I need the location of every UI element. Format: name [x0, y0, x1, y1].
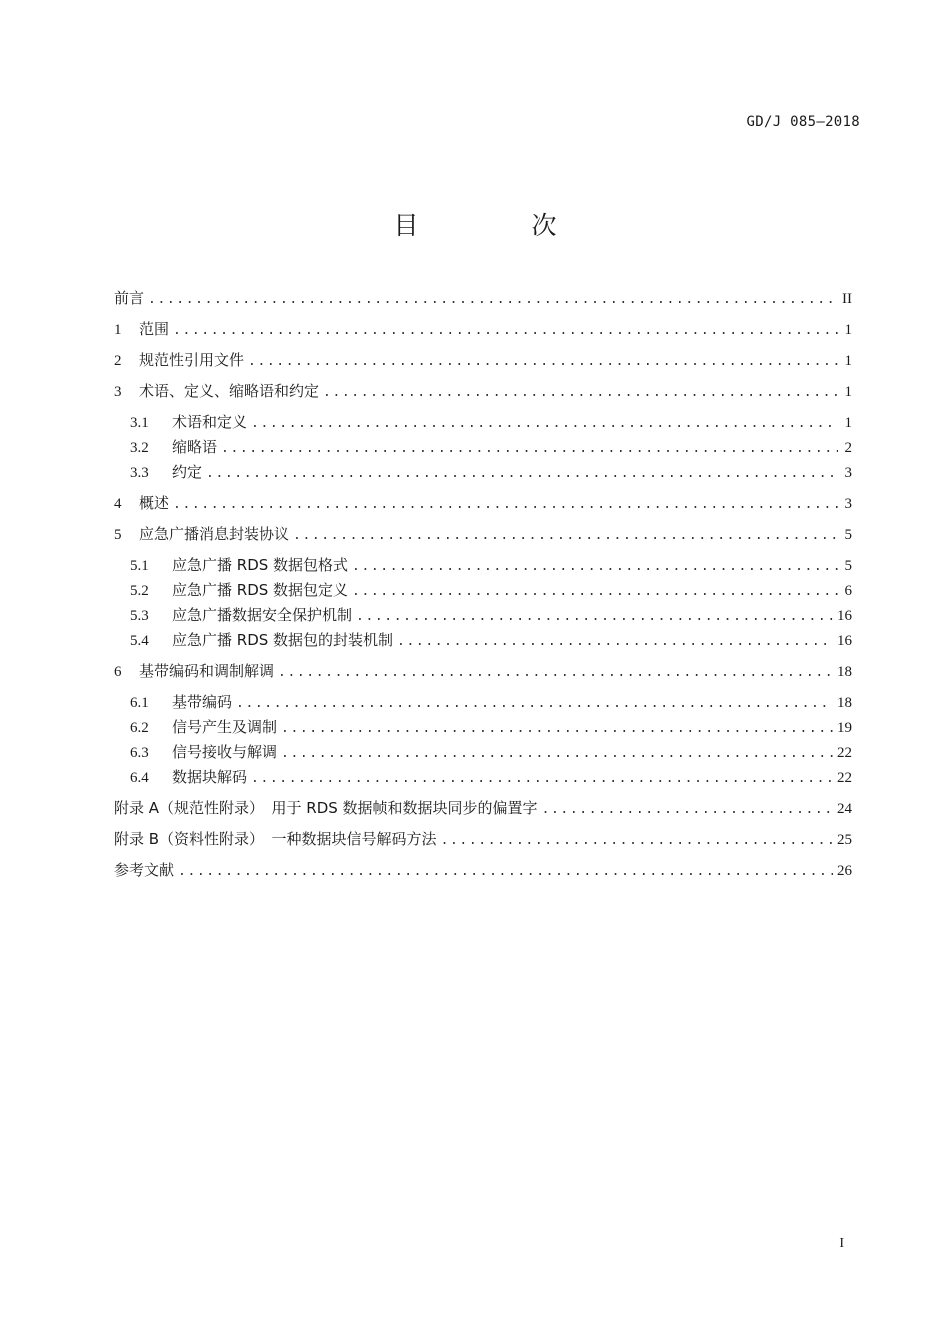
toc-entry-page: 22 — [837, 745, 852, 761]
toc-leader-dots — [281, 741, 833, 766]
toc-entry[interactable] — [114, 460, 852, 485]
toc-leader-dots — [397, 629, 833, 654]
toc-entry-page: 3 — [844, 465, 852, 481]
toc-leader-dots — [148, 287, 838, 312]
toc-entry-number: 6.1 — [130, 695, 149, 711]
toc-entry-number: 5.4 — [130, 633, 149, 649]
toc-entry-title: 范围 — [139, 320, 170, 338]
toc-entry-number: 3.1 — [130, 415, 149, 431]
toc-leader-dots — [356, 604, 833, 629]
toc-entry-page: 3 — [844, 496, 852, 512]
toc-entry[interactable] — [114, 659, 852, 684]
toc-leader-dots — [173, 492, 838, 517]
toc-entry-page: 2 — [844, 440, 852, 456]
toc-entry-title: 概述 — [139, 494, 170, 512]
toc-entry[interactable] — [114, 553, 852, 578]
toc-leader-dots — [278, 660, 833, 685]
toc-entry-page: 26 — [837, 863, 852, 879]
toc-entry[interactable] — [114, 410, 852, 435]
toc-leader-dots — [206, 461, 838, 486]
toc-leader-dots — [251, 766, 833, 791]
toc-entry-page: 24 — [837, 801, 852, 817]
toc-entry-title: 应急广播 RDS 数据包定义 — [172, 581, 349, 599]
toc-entry-title: 信号接收与解调 — [172, 743, 278, 761]
toc-entry-title: 附录 A（规范性附录） 用于 RDS 数据帧和数据块同步的偏置字 — [114, 799, 538, 817]
toc-entry-title: 应急广播消息封装协议 — [139, 525, 290, 543]
toc-entry-title: 信号产生及调制 — [172, 718, 278, 736]
toc-entry-number: 1 — [114, 322, 122, 338]
toc-entry-page: 5 — [844, 558, 852, 574]
toc-entry[interactable] — [114, 796, 852, 821]
toc-entry-title: 术语、定义、缩略语和约定 — [139, 382, 320, 400]
toc-entry-page: 25 — [837, 832, 852, 848]
toc-entry-number: 6.2 — [130, 720, 149, 736]
toc-entry[interactable] — [114, 603, 852, 628]
toc-entry-number: 6 — [114, 664, 122, 680]
toc-leader-dots — [281, 716, 833, 741]
toc-leader-dots — [352, 554, 838, 579]
toc-entry-number: 6.3 — [130, 745, 149, 761]
toc-entry[interactable] — [114, 348, 852, 373]
page-number: I — [839, 1236, 844, 1251]
toc-entry-title: 约定 — [172, 463, 203, 481]
toc-leader-dots — [248, 349, 838, 374]
toc-leader-dots — [236, 691, 833, 716]
toc-entry-title: 应急广播数据安全保护机制 — [172, 606, 353, 624]
toc-entry-title: 应急广播 RDS 数据包的封装机制 — [172, 631, 394, 649]
toc-entry-title: 规范性引用文件 — [139, 351, 245, 369]
toc-entry-title: 前言 — [114, 289, 145, 307]
table-of-contents — [114, 286, 852, 883]
toc-entry-title: 缩略语 — [172, 438, 218, 456]
toc-entry[interactable] — [114, 379, 852, 404]
toc-entry-title: 基带编码和调制解调 — [139, 662, 275, 680]
toc-entry[interactable] — [114, 317, 852, 342]
toc-entry-page: 16 — [837, 608, 852, 624]
toc-entry-page: 1 — [844, 353, 852, 369]
toc-entry-title: 应急广播 RDS 数据包格式 — [172, 556, 349, 574]
toc-leader-dots — [542, 797, 833, 822]
toc-entry[interactable] — [114, 628, 852, 653]
toc-entry[interactable] — [114, 522, 852, 547]
toc-entry-page: 18 — [837, 695, 852, 711]
toc-entry-page: 1 — [844, 415, 852, 431]
page-title: 目 次 — [393, 211, 601, 240]
document-code: GD/J 085—2018 — [746, 114, 860, 130]
toc-entry[interactable] — [114, 858, 852, 883]
toc-entry-number: 5.1 — [130, 558, 149, 574]
toc-leader-dots — [293, 523, 838, 548]
toc-entry-number: 6.4 — [130, 770, 149, 786]
toc-leader-dots — [173, 318, 838, 343]
toc-entry[interactable] — [114, 765, 852, 790]
toc-entry-page: 1 — [844, 322, 852, 338]
toc-entry-number: 5.2 — [130, 583, 149, 599]
toc-entry[interactable] — [114, 435, 852, 460]
toc-entry-number: 4 — [114, 496, 122, 512]
toc-entry-title: 附录 B（资料性附录） 一种数据块信号解码方法 — [114, 830, 437, 848]
toc-entry-number: 3.2 — [130, 440, 149, 456]
toc-leader-dots — [251, 411, 838, 436]
toc-leader-dots — [441, 828, 833, 853]
toc-entry-page: 18 — [837, 664, 852, 680]
toc-entry[interactable] — [114, 715, 852, 740]
toc-entry-page: 22 — [837, 770, 852, 786]
toc-entry-page: 6 — [844, 583, 852, 599]
toc-entry-title: 数据块解码 — [172, 768, 248, 786]
toc-entry[interactable] — [114, 740, 852, 765]
toc-entry[interactable] — [114, 578, 852, 603]
toc-leader-dots — [352, 579, 838, 604]
toc-entry-number: 3 — [114, 384, 122, 400]
toc-entry[interactable] — [114, 827, 852, 852]
toc-entry[interactable] — [114, 690, 852, 715]
toc-entry-number: 3.3 — [130, 465, 149, 481]
toc-entry-page: 5 — [844, 527, 852, 543]
toc-entry-title: 术语和定义 — [172, 413, 248, 431]
toc-entry[interactable] — [114, 491, 852, 516]
toc-entry-page: 16 — [837, 633, 852, 649]
toc-entry-number: 5 — [114, 527, 122, 543]
toc-leader-dots — [323, 380, 838, 405]
toc-entry-page: 1 — [844, 384, 852, 400]
toc-entry-number: 2 — [114, 353, 122, 369]
toc-entry[interactable] — [114, 286, 852, 311]
toc-entry-page: II — [842, 291, 852, 307]
toc-entry-title: 参考文献 — [114, 861, 175, 879]
toc-entry-title: 基带编码 — [172, 693, 233, 711]
toc-entry-number: 5.3 — [130, 608, 149, 624]
toc-leader-dots — [221, 436, 838, 461]
toc-entry-page: 19 — [837, 720, 852, 736]
toc-leader-dots — [178, 859, 833, 884]
